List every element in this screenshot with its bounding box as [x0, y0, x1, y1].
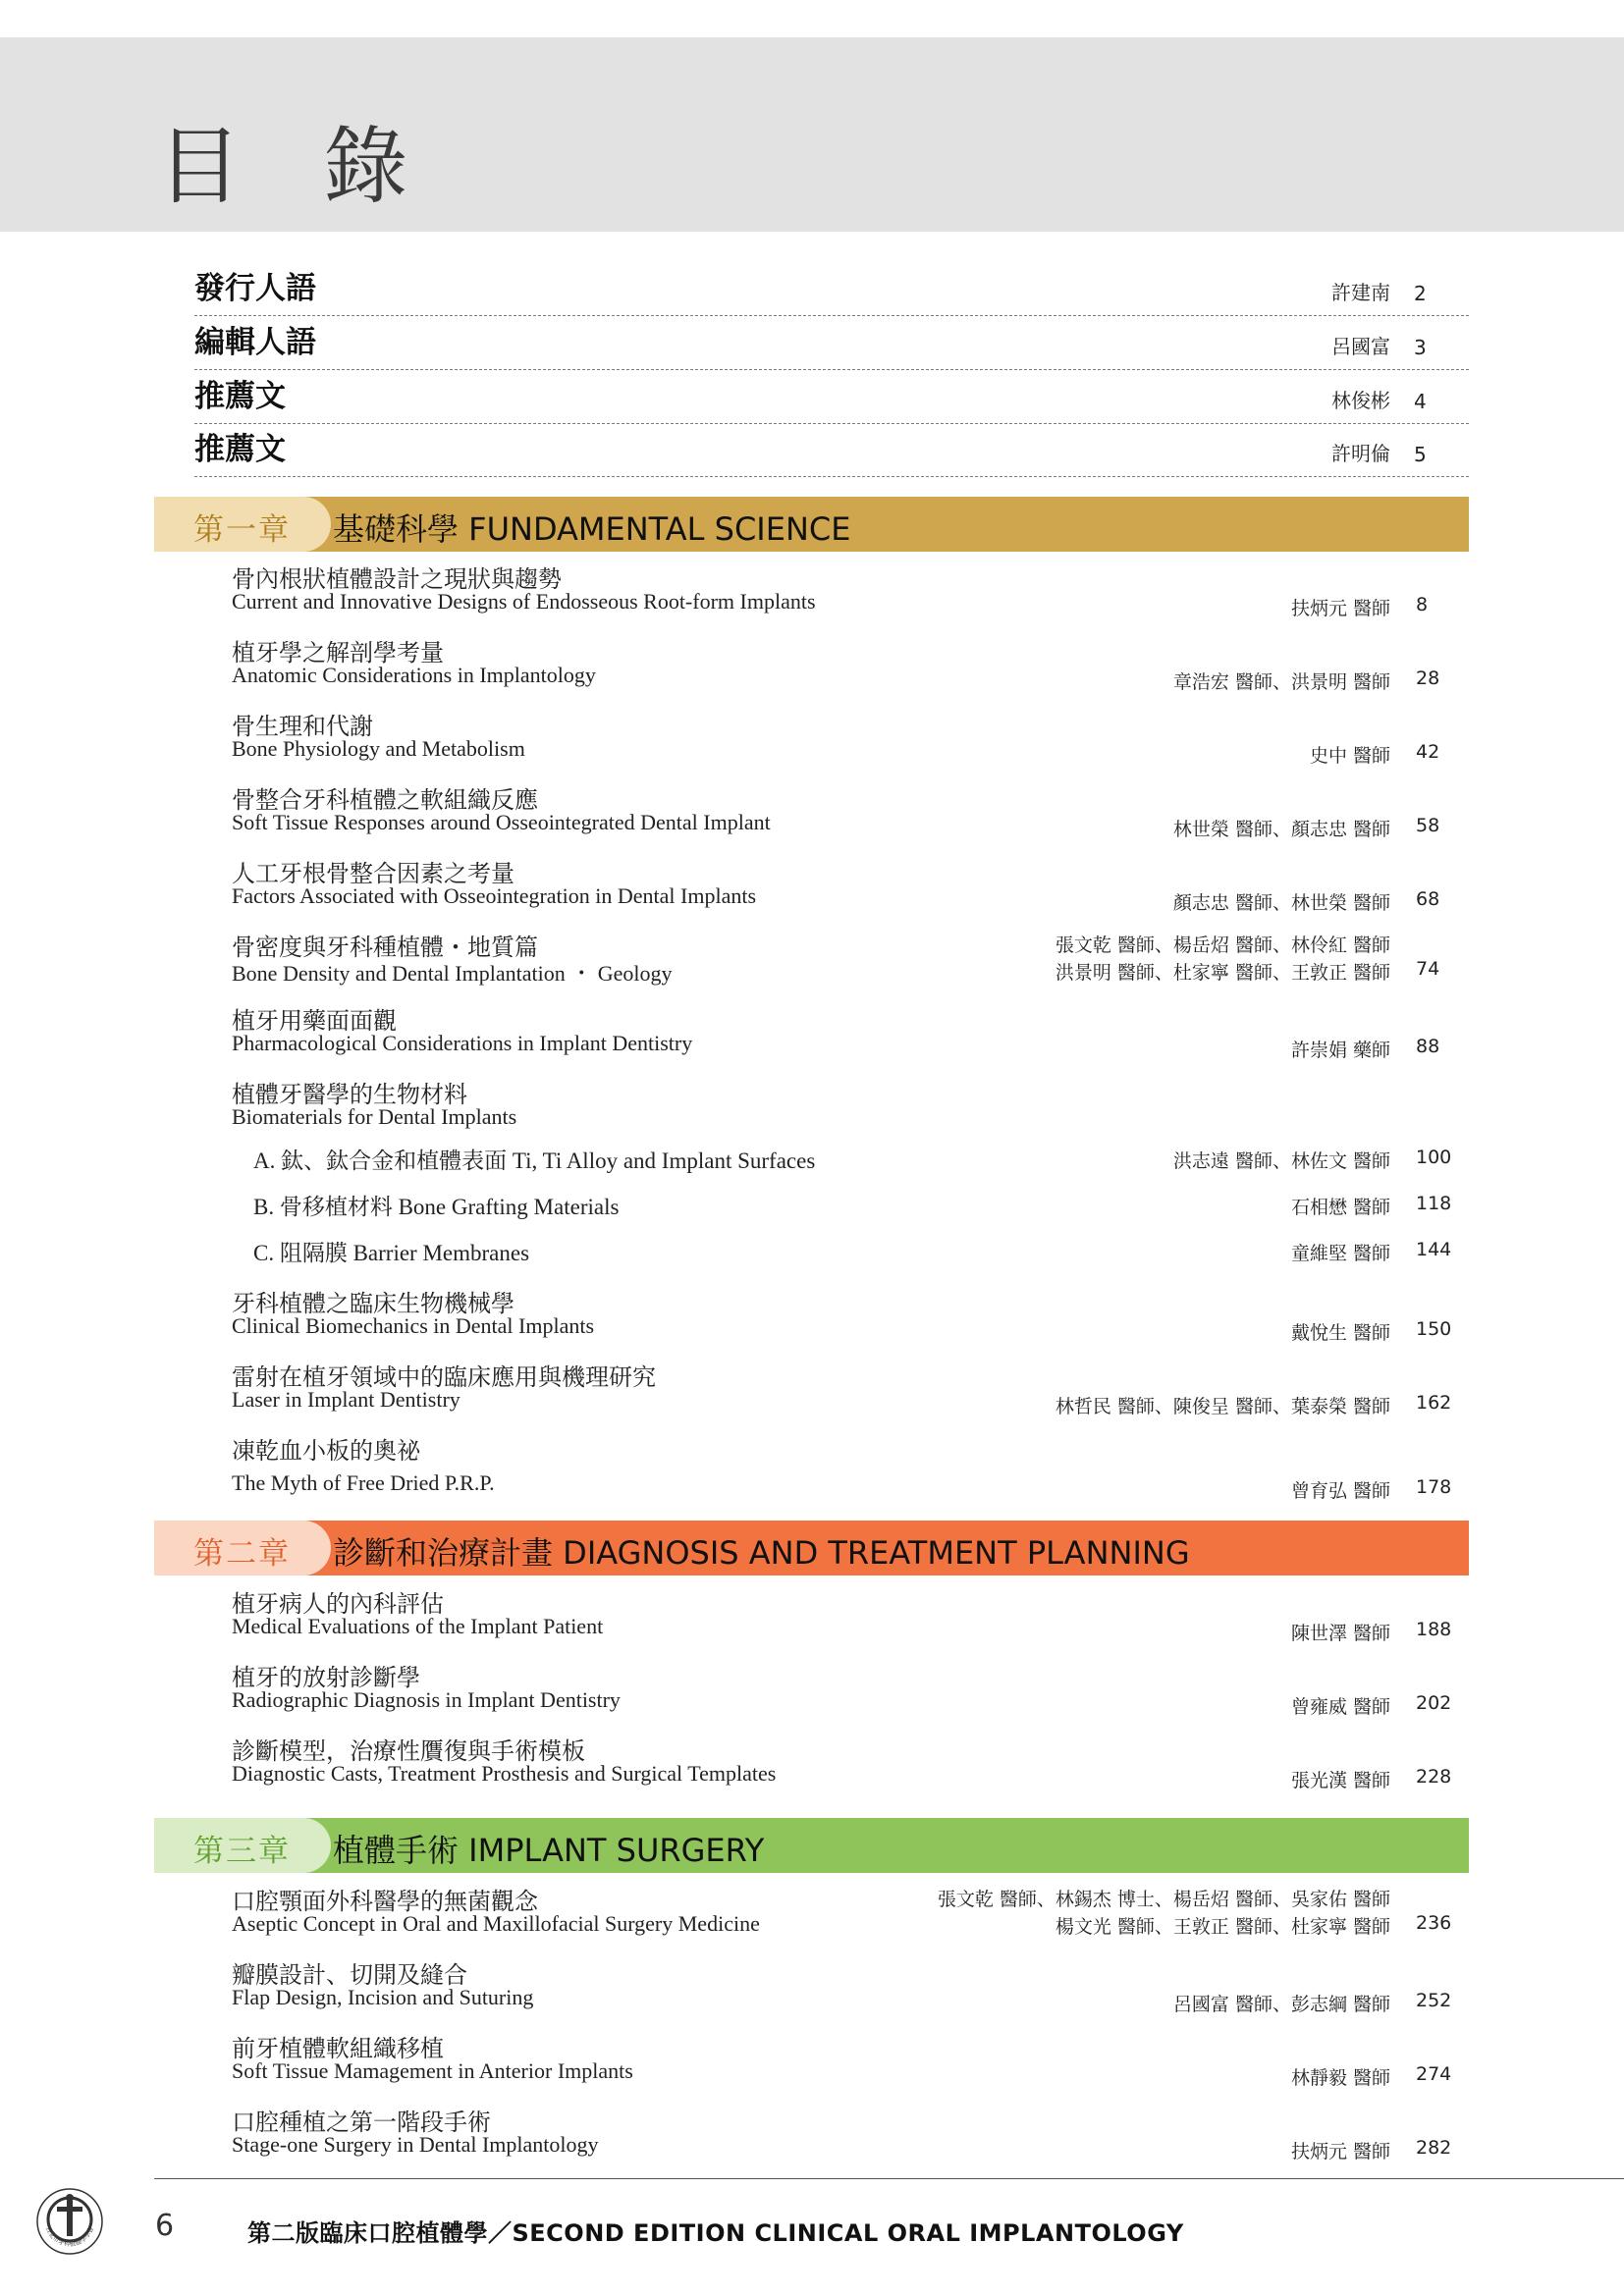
subentry-title-en: Ti, Ti Alloy and Implant Surfaces [507, 1148, 816, 1173]
toc-entry[interactable] [232, 1001, 1469, 1062]
entry-author: 楊文光 醫師、王敦正 醫師、杜家寧 醫師 [1055, 1916, 1390, 1938]
entry-author: 顏志忠 醫師、林世榮 醫師 [1172, 892, 1390, 914]
entry-author: 章浩宏 醫師、洪景明 醫師 [1172, 671, 1390, 693]
entry-title-en: Clinical Biomechanics in Dental Implants [232, 1313, 595, 1338]
subentry-author: 石相懋 醫師 [1290, 1197, 1390, 1218]
entry-title-zh: 骨生理和代謝 [232, 713, 373, 740]
toc-entry[interactable] [232, 1882, 1469, 1943]
entry-title-zh: 前牙植體軟組織移植 [232, 2035, 444, 2062]
entry-title-zh: 口腔種植之第一階段手術 [232, 2109, 491, 2136]
subentry-title [253, 1189, 619, 1221]
front-matter-page: 2 [1414, 282, 1427, 305]
front-matter-row[interactable] [194, 263, 1469, 316]
toc-entry[interactable] [232, 2103, 1469, 2163]
toc-entry[interactable] [232, 633, 1469, 694]
subentry-title-en: Barrier Membranes [347, 1241, 530, 1265]
entry-title-zh: 雷射在植牙領域中的臨床應用與機理研究 [232, 1363, 656, 1391]
subentry-label: C. [253, 1241, 280, 1265]
toc-entry[interactable] [232, 928, 1469, 988]
front-matter-page: 3 [1414, 336, 1427, 359]
entry-page-number: 282 [1416, 2137, 1452, 2159]
toc-entry[interactable] [232, 854, 1469, 915]
chapter-number: 第一章 [193, 512, 291, 548]
toc-entry[interactable] [232, 1955, 1469, 2016]
entry-title-en: Soft Tissue Responses around Osseointegrated Dental Implant [232, 810, 771, 834]
entry-page-number: 202 [1416, 1692, 1452, 1714]
entry-title-zh: 植牙病人的內科評估 [232, 1590, 444, 1618]
entry-title-zh: 瓣膜設計、切開及縫合 [232, 1961, 467, 1989]
footer-rule [154, 2178, 1624, 2179]
entry-title-zh: 植牙的放射診斷學 [232, 1664, 420, 1691]
entry-title-en: The Myth of Free Dried P.R.P. [232, 1470, 495, 1495]
entry-author: 陳世澤 醫師 [1290, 1623, 1390, 1644]
entry-page-number: 188 [1416, 1619, 1452, 1640]
entry-author: 扶炳元 醫師 [1290, 2141, 1390, 2163]
subentry-title-en: Bone Grafting Materials [392, 1195, 620, 1219]
toc-entry[interactable] [232, 1358, 1469, 1418]
entry-author: 張文乾 醫師、楊岳炤 醫師、林伶紅 醫師 [1055, 934, 1390, 956]
entry-title-zh: 口腔顎面外科醫學的無菌觀念 [232, 1888, 538, 1915]
entry-page-number: 228 [1416, 1766, 1452, 1788]
entry-page-number: 150 [1416, 1318, 1452, 1340]
entry-page-number: 68 [1416, 888, 1440, 910]
entry-title-en: Bone Physiology and Metabolism [232, 736, 525, 761]
front-matter-author: 林俊彬 [1331, 389, 1390, 412]
chapter-number: 第二章 [193, 1536, 291, 1572]
front-matter-title: 編輯人語 [194, 325, 316, 360]
toc-entry[interactable] [232, 1584, 1469, 1645]
entry-title-zh: 植牙用藥面面觀 [232, 1007, 397, 1035]
subentry-label: A. [253, 1148, 282, 1173]
front-matter-title: 推薦文 [194, 379, 286, 414]
entry-title-en: Radiographic Diagnosis in Implant Dentistry [232, 1687, 621, 1712]
chapter-banner[interactable] [154, 1818, 1469, 1873]
entry-author: 扶炳元 醫師 [1290, 598, 1390, 619]
entry-title-en: Aseptic Concept in Oral and Maxillofacial Surgery Medicine [232, 1911, 760, 1936]
entry-author: 洪景明 醫師、杜家寧 醫師、王敦正 醫師 [1055, 962, 1390, 984]
subentry-title [253, 1143, 815, 1175]
subentry-label: B. [253, 1195, 280, 1219]
entry-author: 戴悅生 醫師 [1290, 1322, 1390, 1344]
subentry-page-number: 118 [1416, 1193, 1452, 1214]
front-matter-page: 4 [1414, 390, 1427, 413]
entry-author: 史中 醫師 [1309, 745, 1390, 767]
subentry-page-number: 100 [1416, 1147, 1452, 1168]
footer-page-number: 6 [155, 2209, 175, 2243]
entry-title-zh: 骨內根狀植體設計之現狀與趨勢 [232, 565, 562, 593]
front-matter-page: 5 [1414, 443, 1427, 466]
entry-title-en: Biomaterials for Dental Implants [232, 1104, 517, 1129]
entry-author: 林哲民 醫師、陳俊呈 醫師、葉泰榮 醫師 [1055, 1396, 1390, 1417]
entry-author: 曾育弘 醫師 [1290, 1480, 1390, 1502]
entry-author: 張光漢 醫師 [1290, 1770, 1390, 1791]
front-matter-author: 許明倫 [1331, 442, 1390, 465]
entry-page-number: 42 [1416, 741, 1440, 763]
entry-title-en: Factors Associated with Osseointegration in Dental Implants [232, 883, 757, 908]
front-matter-row[interactable] [194, 371, 1469, 424]
toc-subentry[interactable] [253, 1143, 1469, 1172]
entry-page-number: 58 [1416, 815, 1440, 836]
toc-entry[interactable] [232, 1075, 1469, 1136]
entry-author: 許崇娟 藥師 [1290, 1040, 1390, 1061]
toc-entry[interactable] [232, 780, 1469, 841]
entry-author: 曾雍威 醫師 [1290, 1696, 1390, 1718]
chapter-banner[interactable] [154, 497, 1469, 552]
toc-entry[interactable] [232, 1658, 1469, 1719]
subentry-author: 童維堅 醫師 [1290, 1243, 1390, 1264]
entry-title-en: Stage-one Surgery in Dental Implantology [232, 2132, 599, 2157]
entry-author: 林世榮 醫師、顏志忠 醫師 [1172, 819, 1390, 840]
entry-title-zh: 植體牙醫學的生物材料 [232, 1081, 467, 1108]
toc-entry[interactable] [232, 1732, 1469, 1792]
entry-author: 張文乾 醫師、林錫杰 博士、楊岳炤 醫師、吳家佑 醫師 [937, 1889, 1390, 1910]
entry-author: 呂國富 醫師、彭志綱 醫師 [1172, 1994, 1390, 2015]
entry-title-zh: 牙科植體之臨床生物機械學 [232, 1290, 514, 1317]
toc-entry[interactable] [232, 1284, 1469, 1345]
subentry-title [253, 1235, 529, 1267]
association-seal-icon [35, 2187, 104, 2256]
entry-title-en: Pharmacological Considerations in Implant Dentistry [232, 1031, 693, 1055]
chapter-title: 植體手術 IMPLANT SURGERY [333, 1832, 765, 1869]
entry-page-number: 274 [1416, 2063, 1452, 2085]
logo-text: 台北市牙科植體學學會 [43, 2225, 96, 2249]
toc-entry[interactable] [232, 1431, 1469, 1502]
entry-title-en: Medical Evaluations of the Implant Patient [232, 1614, 604, 1638]
entry-page-number: 252 [1416, 1990, 1452, 2011]
entry-title-en: Laser in Implant Dentistry [232, 1387, 460, 1412]
subentry-title-zh: 骨移植材料 [279, 1195, 393, 1220]
entry-title-en: Soft Tissue Mamagement in Anterior Implants [232, 2058, 633, 2083]
entry-page-number: 236 [1416, 1912, 1452, 1934]
subentry-author: 洪志遠 醫師、林佐文 醫師 [1172, 1150, 1390, 1172]
entry-title-zh: 診斷模型，治療性贋復與手術模板 [232, 1737, 585, 1765]
toc-entry[interactable] [232, 560, 1469, 620]
entry-title-en: Flap Design, Incision and Suturing [232, 1985, 534, 2009]
entry-title-en: Diagnostic Casts, Treatment Prosthesis and Surgical Templates [232, 1761, 777, 1786]
chapter-banner[interactable] [154, 1521, 1469, 1575]
entry-title-en: Current and Innovative Designs of Endosseous Root-form Implants [232, 589, 816, 614]
chapter-title: 基礎科學 FUNDAMENTAL SCIENCE [333, 510, 851, 548]
entry-page-number: 178 [1416, 1476, 1452, 1498]
front-matter-author: 許建南 [1331, 281, 1390, 304]
page-title: 目 錄 [157, 118, 436, 216]
entry-page-number: 8 [1416, 594, 1429, 615]
toc-subentry[interactable] [253, 1189, 1469, 1218]
subentry-page-number: 144 [1416, 1239, 1452, 1260]
entry-title-zh: 植牙學之解剖學考量 [232, 639, 444, 667]
entry-title-zh: 骨密度與牙科種植體・地質篇 [232, 934, 538, 961]
toc-subentry[interactable] [253, 1235, 1469, 1264]
toc-entry[interactable] [232, 707, 1469, 768]
front-matter-row[interactable] [194, 424, 1469, 477]
entry-page-number: 162 [1416, 1392, 1452, 1414]
front-matter-title: 推薦文 [194, 432, 286, 467]
entry-author: 林靜毅 醫師 [1290, 2067, 1390, 2089]
chapter-title: 診斷和治療計畫 DIAGNOSIS AND TREATMENT PLANNING [333, 1534, 1190, 1572]
footer-book-title: 第二版臨床口腔植體學／SECOND EDITION CLINICAL ORAL IMPLANTOLOGY [247, 2219, 1184, 2247]
toc-entry[interactable] [232, 2029, 1469, 2090]
entry-page-number: 74 [1416, 958, 1440, 980]
entry-title-zh: 凍乾血小板的奧祕 [232, 1437, 420, 1465]
chapter-number: 第三章 [193, 1834, 291, 1869]
front-matter-row[interactable] [194, 317, 1469, 370]
front-matter-author: 呂國富 [1331, 335, 1390, 358]
entry-title-zh: 骨整合牙科植體之軟組織反應 [232, 786, 538, 814]
entry-title-en: Anatomic Considerations in Implantology [232, 663, 596, 687]
entry-title-en: Bone Density and Dental Implantation ・ Geology [232, 961, 673, 986]
subentry-title-zh: 鈦、鈦合金和植體表面 [281, 1148, 508, 1174]
front-matter-title: 發行人語 [194, 271, 316, 306]
subentry-title-zh: 阻隔膜 [279, 1241, 348, 1266]
entry-page-number: 28 [1416, 667, 1440, 689]
entry-title-zh: 人工牙根骨整合因素之考量 [232, 860, 514, 887]
entry-page-number: 88 [1416, 1036, 1440, 1057]
